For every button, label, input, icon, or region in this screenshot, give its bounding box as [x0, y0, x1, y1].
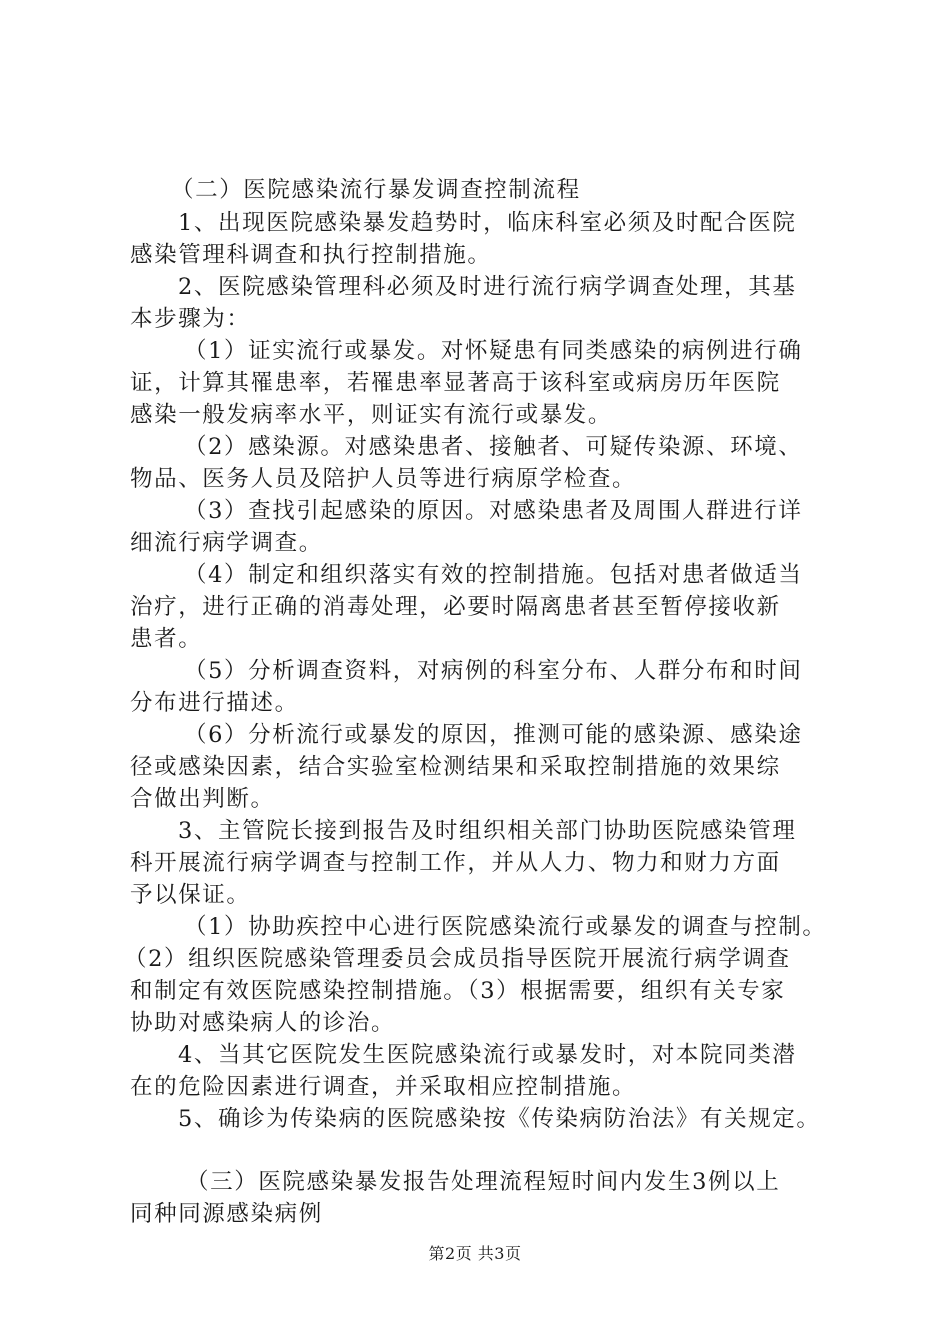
step-5-line-1: （5）分析调查资料，对病例的科室分布、人群分布和时间 — [184, 658, 803, 684]
section-3-heading-line-2: 同种同源感染病例 — [130, 1201, 323, 1227]
paragraph-3-line-3: 予以保证。 — [130, 882, 251, 908]
step-1-line-2: 证，计算其罹患率，若罹患率显著高于该科室或病房历年医院 — [130, 370, 781, 396]
paragraph-2-line-1: 2、医院感染管理科必须及时进行流行病学调查处理，其基 — [178, 274, 797, 300]
step-3-line-2: 细流行病学调查。 — [130, 530, 323, 556]
paragraph-3-line-2: 科开展流行病学调查与控制工作，并从人力、物力和财力方面 — [130, 850, 781, 876]
step-2-line-1: （2）感染源。对感染患者、接触者、可疑传染源、环境、 — [184, 434, 803, 460]
step-2-line-2: 物品、医务人员及陪护人员等进行病原学检查。 — [130, 466, 637, 492]
paragraph-2-line-2: 本步骤为： — [130, 306, 251, 332]
paragraph-3-line-1: 3、主管院长接到报告及时组织相关部门协助医院感染管理 — [178, 818, 797, 844]
step-6-line-3: 合做出判断。 — [130, 786, 275, 812]
step-6-line-1: （6）分析流行或暴发的原因，推测可能的感染源、感染途 — [184, 722, 803, 748]
paragraph-3-sub-line-4: 协助对感染病人的诊治。 — [130, 1010, 396, 1036]
paragraph-3-sub-line-1: （1）协助疾控中心进行医院感染流行或暴发的调查与控制。 — [184, 914, 827, 940]
paragraph-3-sub-line-2: （2）组织医院感染管理委员会成员指导医院开展流行病学调查 — [124, 946, 791, 972]
step-6-line-2: 径或感染因素，结合实验室检测结果和采取控制措施的效果综 — [130, 754, 781, 780]
paragraph-3-sub-line-3: 和制定有效医院感染控制措施。（3）根据需要，组织有关专家 — [130, 978, 786, 1004]
step-4-line-3: 患者。 — [130, 626, 203, 652]
paragraph-1-line-1: 1、出现医院感染暴发趋势时，临床科室必须及时配合医院 — [178, 210, 797, 236]
section-2-heading: （二）医院感染流行暴发调查控制流程 — [171, 177, 581, 203]
step-1-line-1: （1）证实流行或暴发。对怀疑患有同类感染的病例进行确 — [184, 338, 803, 364]
page-footer: 第2页 共3页 — [428, 1244, 522, 1263]
paragraph-4-line-1: 4、当其它医院发生医院感染流行或暴发时，对本院同类潜 — [178, 1042, 797, 1068]
paragraph-4-line-2: 在的危险因素进行调查，并采取相应控制措施。 — [130, 1074, 637, 1100]
step-4-line-2: 治疗，进行正确的消毒处理，必要时隔离患者甚至暂停接收新 — [130, 594, 781, 620]
step-5-line-2: 分布进行描述。 — [130, 690, 299, 716]
paragraph-1-line-2: 感染管理科调查和执行控制措施。 — [130, 242, 492, 268]
step-1-line-3: 感染一般发病率水平，则证实有流行或暴发。 — [130, 402, 613, 428]
paragraph-5-line-1: 5、确诊为传染病的医院感染按《传染病防治法》有关规定。 — [178, 1106, 821, 1132]
section-3-heading-line-1: （三）医院感染暴发报告处理流程短时间内发生3例以上 — [186, 1169, 781, 1195]
step-3-line-1: （3）查找引起感染的原因。对感染患者及周围人群进行详 — [184, 498, 803, 524]
step-4-line-1: （4）制定和组织落实有效的控制措施。包括对患者做适当 — [184, 562, 803, 588]
